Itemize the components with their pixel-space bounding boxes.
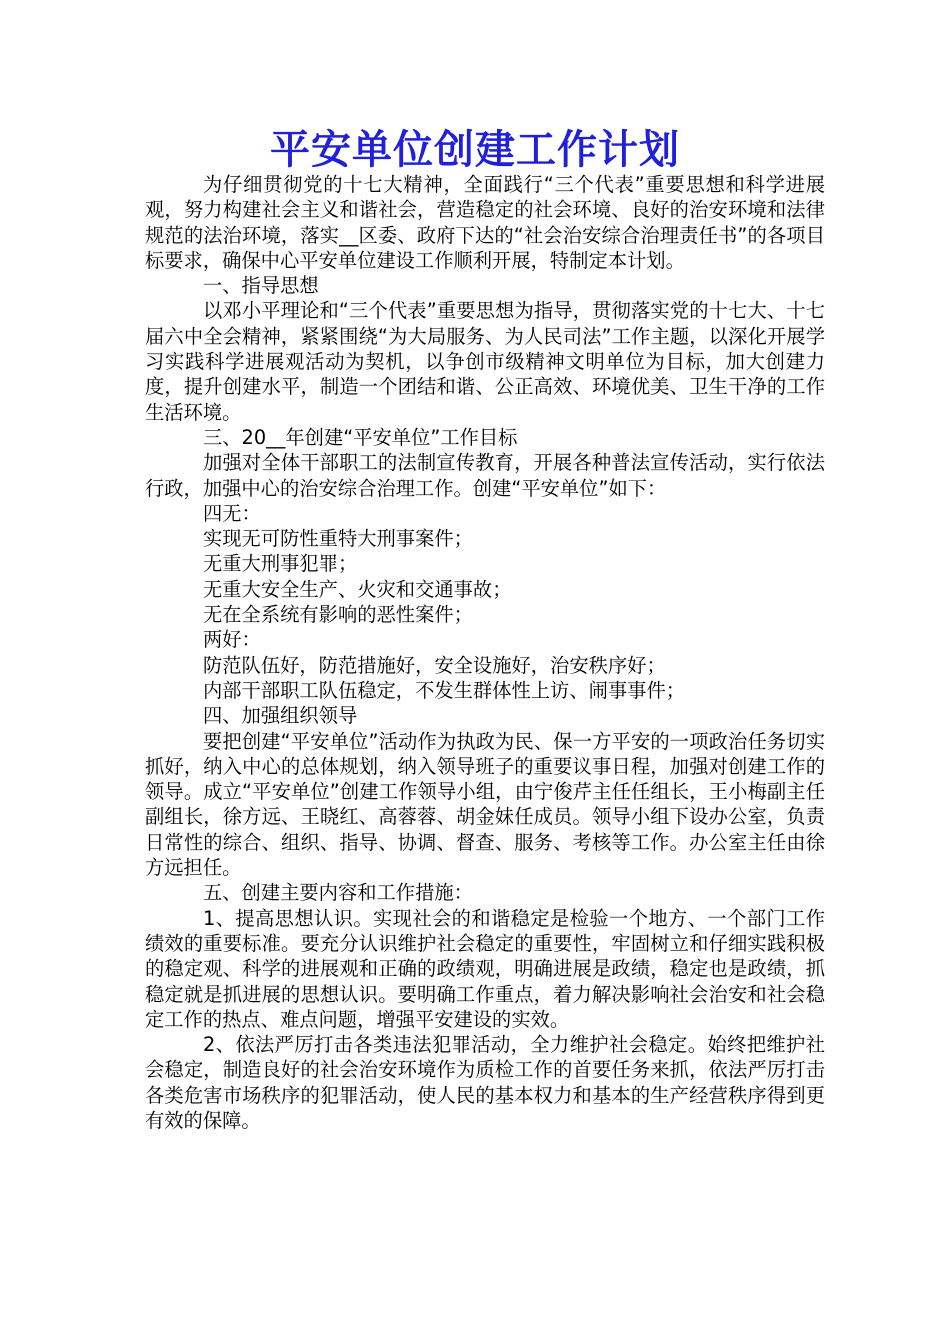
list-item: 无在全系统有影响的恶性案件；	[203, 603, 473, 627]
document-title: 平安单位创建工作计划	[270, 126, 680, 173]
document-body	[145, 172, 825, 1133]
list-item: 防范队伍好，防范措施好，安全设施好，治安秩序好；	[203, 653, 666, 677]
section-heading-guiding-ideology: 一、指导思想	[203, 274, 319, 298]
list-item: 实现无可防性重特大刑事案件；	[203, 527, 473, 551]
section-heading-measures: 五、创建主要内容和工作措施：	[203, 881, 473, 905]
leadership-paragraph: 要把创建“平安单位”活动作为执政为民、保一方平安的一项政治任务切实抓好，纳入中心的总体规划，纳入领导班子的重要议事日程，加强对创建工作的领导。成立“平安单位”创建工作领导小组，由宁俊芹主任任组长，王小梅副主任副组长，徐方远、王晓红、高蓉蓉、胡金妹任成员。领导小组下设办公室，负责日常性的综合、组织、指导、协调、督查、服务、考核等工作。办公室主任由徐方远担任。	[145, 729, 825, 880]
section-heading-goals: 三、20__年创建“平安单位”工作目标	[203, 425, 518, 449]
measure-paragraph-1: 1、提高思想认识。实现社会的和谐稳定是检验一个地方、一个部门工作绩效的重要标准。要充分认识维护社会稳定的重要性，牢固树立和仔细实践积极的稳定观、科学的进展观和正确的政绩观，明确进展是政绩，稳定也是政绩，抓稳定就是抓进展的思想认识。要明确工作重点，着力解决影响社会治安和社会稳定工作的热点、难点问题，增强平安建设的实效。	[145, 906, 825, 1031]
goals-paragraph: 加强对全体干部职工的法制宣传教育，开展各种普法宣传活动，实行依法行政，加强中心的治安综合治理工作。创建“平安单位”如下：	[145, 451, 825, 500]
section-heading-leadership: 四、加强组织领导	[203, 704, 358, 728]
intro-paragraph: 为仔细贯彻党的十七大精神，全面践行“三个代表”重要思想和科学进展观，努力构建社会主义和谐社会，营造稳定的社会环境、良好的治安环境和法律规范的法治环境，落实__区委、政府下达的“社会治安综合治理责任书”的各项目标要求，确保中心平安单位建设工作顺利开展，特制定本计划。	[145, 173, 825, 272]
guiding-ideology-paragraph: 以邓小平理论和“三个代表”重要思想为指导，贯彻落实党的十七大、十七届六中全会精神，紧紧围绕“为大局服务、为人民司法”工作主题，以深化开展学习实践科学进展观活动为契机，以争创市级精神文明单位为目标，加大创建力度，提升创建水平，制造一个团结和谐、公正高效、环境优美、卫生干净的工作生活环境。	[145, 299, 825, 424]
list-item: 无重大刑事犯罪；	[203, 552, 358, 576]
list-heading-four-nos: 四无：	[203, 501, 261, 525]
measure-paragraph-2: 2、依法严厉打击各类违法犯罪活动，全力维护社会稳定。始终把维护社会稳定，制造良好的社会治安环境作为质检工作的首要任务来抓，依法严厉打击各类危害市场秩序的犯罪活动，使人民的基本权力和基本的生产经营秩序得到更有效的保障。	[145, 1033, 825, 1132]
list-heading-two-goods: 两好：	[203, 628, 261, 652]
list-item: 内部干部职工队伍稳定，不发生群体性上访、闹事事件；	[203, 678, 686, 702]
list-item: 无重大安全生产、火灾和交通事故；	[203, 577, 512, 601]
